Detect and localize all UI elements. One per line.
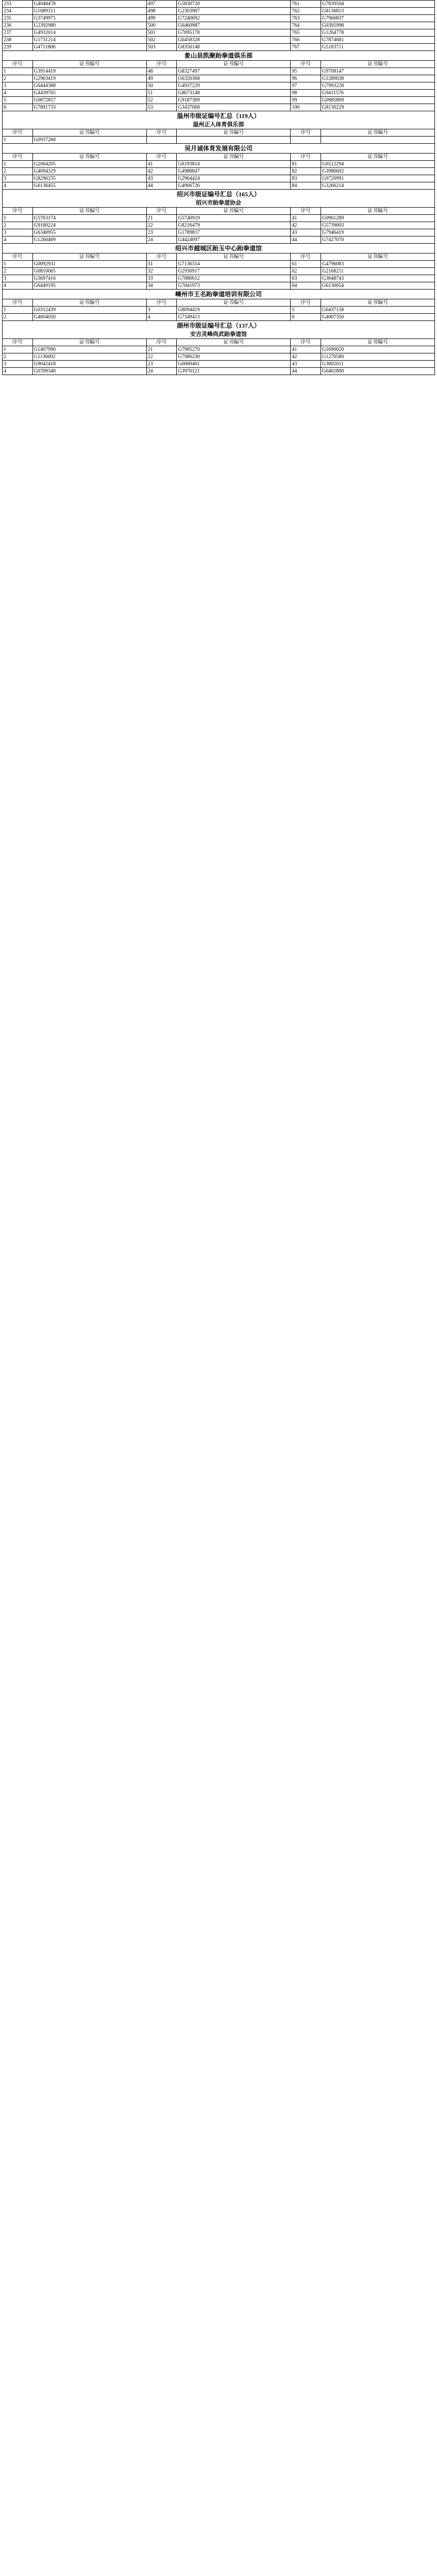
cert-header: 证书编号 — [32, 129, 146, 137]
cert-cell: G3914419 — [32, 68, 146, 75]
cert-cell: G8136813 — [321, 8, 435, 15]
cert-cell: G4604050 — [32, 314, 146, 321]
cert-header: 证书编号 — [321, 208, 435, 215]
seq-cell: 239 — [3, 44, 33, 51]
cert-cell: G4439705 — [32, 90, 146, 97]
table-row — [3, 1, 435, 8]
cert-cell — [321, 137, 435, 144]
cert-cell: G6512294 — [321, 161, 435, 168]
cert-cell: G2064205 — [32, 161, 146, 168]
section-title: 绍兴市级证编号汇总（165人） — [2, 190, 435, 199]
seq-cell: 63 — [291, 275, 321, 282]
cert-cell: G7874681 — [321, 37, 435, 44]
seq-cell: 1 — [3, 346, 33, 353]
cert-cell: G6460987 — [177, 22, 291, 29]
table-row — [3, 182, 435, 190]
cert-cell: G1136002 — [32, 353, 146, 361]
table-row — [3, 307, 435, 314]
seq-cell: 761 — [291, 1, 321, 8]
seq-header: 序号 — [291, 253, 321, 261]
seq-cell: 24 — [146, 236, 177, 244]
cert-cell: G4937229 — [177, 82, 291, 90]
seq-cell: 4 — [3, 90, 33, 97]
cert-cell: G4094329 — [32, 168, 146, 175]
cert-cell — [177, 137, 291, 144]
seq-cell: 22 — [146, 222, 177, 229]
column-header-row — [3, 154, 435, 161]
cert-cell: G6401800 — [321, 368, 435, 375]
seq-cell: 41 — [291, 346, 321, 353]
seq-cell: 33 — [146, 275, 177, 282]
seq-cell: 499 — [146, 15, 177, 22]
cert-cell: G4048478 — [32, 1, 146, 8]
cert-cell: G7946419 — [321, 229, 435, 236]
cert-cell: G4424097 — [177, 236, 291, 244]
cert-cell: G8296235 — [32, 175, 146, 182]
cert-cell: G4966726 — [177, 182, 291, 190]
org-section — [2, 51, 435, 111]
cert-cell: G2392980 — [32, 22, 146, 29]
table-row — [3, 236, 435, 244]
seq-cell: 42 — [291, 353, 321, 361]
cert-cell: G1407990 — [32, 346, 146, 353]
cert-cell: G7905270 — [177, 346, 291, 353]
cert-header: 证书编号 — [32, 299, 146, 307]
seq-cell: 5 — [3, 97, 33, 104]
cert-cell: G3697416 — [32, 275, 146, 282]
cert-cell: G4007350 — [321, 314, 435, 321]
table-row — [3, 44, 435, 51]
cert-cell: G9720991 — [321, 175, 435, 182]
column-header-row — [3, 61, 435, 68]
cert-cell: G3749971 — [32, 15, 146, 22]
seq-cell: 81 — [291, 161, 321, 168]
seq-cell: 2 — [3, 353, 33, 361]
org-section — [2, 290, 435, 321]
cert-header: 证书编号 — [321, 253, 435, 261]
seq-cell: 53 — [146, 104, 177, 111]
cert-cell: G8216479 — [177, 222, 291, 229]
seq-cell: 2 — [3, 75, 33, 82]
table-row — [3, 37, 435, 44]
cert-cell: G2930917 — [177, 268, 291, 275]
seq-header: 序号 — [291, 129, 321, 137]
cert-cell: G1264778 — [321, 29, 435, 37]
cert-cell: G6193814 — [177, 161, 291, 168]
seq-cell: 21 — [146, 215, 177, 222]
seq-cell: 24 — [146, 368, 177, 375]
seq-cell: 48 — [146, 68, 177, 75]
section-title: 嵊州市王名跆拳道培训有限公司 — [2, 290, 435, 299]
cert-cell: G0961289 — [321, 215, 435, 222]
seq-header: 序号 — [3, 154, 33, 161]
section-title: 象山县凯聚跆拳道俱乐部 — [2, 51, 435, 60]
cert-cell: G6340955 — [32, 229, 146, 236]
cert-cell: G2964424 — [177, 175, 291, 182]
seq-cell: 82 — [291, 168, 321, 175]
cert-cell: G6136455 — [32, 182, 146, 190]
cert-header: 证书编号 — [32, 61, 146, 68]
seq-cell: 43 — [291, 229, 321, 236]
seq-cell: 235 — [3, 15, 33, 22]
org-section — [2, 244, 435, 290]
cert-cell: G5830720 — [177, 1, 291, 8]
seq-cell: 1 — [3, 137, 33, 144]
cert-cell: G8673148 — [177, 90, 291, 97]
seq-cell: 99 — [291, 97, 321, 104]
seq-cell: 3 — [3, 275, 33, 282]
seq-header: 序号 — [146, 154, 177, 161]
cert-cell: G7136314 — [177, 261, 291, 268]
cert-cell: G6458328 — [177, 37, 291, 44]
table-row — [3, 314, 435, 321]
table-row — [3, 215, 435, 222]
column-header-row — [3, 129, 435, 137]
table-row — [3, 68, 435, 75]
seq-header: 序号 — [291, 208, 321, 215]
table-row — [3, 353, 435, 361]
cert-cell: G1789817 — [177, 229, 291, 236]
cert-cell: G4796083 — [321, 261, 435, 268]
section-subtitle: 绍兴市跆拳道协会 — [2, 199, 435, 207]
seq-cell: 2 — [3, 268, 33, 275]
seq-cell: 1 — [3, 215, 33, 222]
seq-cell: 51 — [146, 90, 177, 97]
cert-cell: G4932014 — [32, 29, 146, 37]
cert-cell: G7993228 — [321, 82, 435, 90]
seq-cell: 2 — [3, 168, 33, 175]
cert-header: 证书编号 — [177, 253, 291, 261]
cert-cell: G9042418 — [32, 361, 146, 368]
cert-cell: G3970121 — [177, 368, 291, 375]
seq-header: 序号 — [291, 154, 321, 161]
cert-cell: G7891733 — [32, 104, 146, 111]
certificate-table — [2, 153, 435, 190]
table-row — [3, 75, 435, 82]
cert-cell: G7966837 — [321, 15, 435, 22]
column-header-row — [3, 253, 435, 261]
seq-cell: 32 — [146, 268, 177, 275]
seq-header: 序号 — [146, 299, 177, 307]
cert-cell: G6130054 — [321, 282, 435, 290]
cert-cell: G4711806 — [32, 44, 146, 51]
seq-cell: 49 — [146, 75, 177, 82]
seq-cell: 3 — [146, 307, 177, 314]
table-row — [3, 22, 435, 29]
seq-cell: 52 — [146, 97, 177, 104]
seq-cell: 43 — [291, 361, 321, 368]
cert-header: 证书编号 — [177, 299, 291, 307]
seq-header: 序号 — [291, 61, 321, 68]
seq-cell: 34 — [146, 282, 177, 290]
cert-header: 证书编号 — [177, 61, 291, 68]
table-row — [3, 268, 435, 275]
table-row — [3, 90, 435, 97]
seq-header: 序号 — [146, 208, 177, 215]
section-subtitle: 温州正人体育俱乐部 — [2, 121, 435, 129]
cert-header: 证书编号 — [177, 129, 291, 137]
org-section — [2, 144, 435, 190]
seq-cell: 83 — [291, 175, 321, 182]
seq-cell: 22 — [146, 353, 177, 361]
seq-cell: 503 — [146, 44, 177, 51]
cert-cell: G1280038 — [321, 75, 435, 82]
cert-cell: G4988847 — [177, 168, 291, 175]
seq-cell: 42 — [146, 168, 177, 175]
seq-header: 序号 — [146, 129, 177, 137]
seq-cell: 766 — [291, 37, 321, 44]
seq-cell: 95 — [291, 68, 321, 75]
cert-cell: G3648743 — [321, 275, 435, 282]
seq-cell: 233 — [3, 1, 33, 8]
seq-cell: 42 — [291, 222, 321, 229]
seq-header: 序号 — [3, 129, 33, 137]
seq-cell: 4 — [3, 368, 33, 375]
cert-cell: G8094419 — [177, 307, 291, 314]
table-row — [3, 282, 435, 290]
seq-cell: 498 — [146, 8, 177, 15]
certificate-table — [2, 129, 435, 144]
table-row — [3, 82, 435, 90]
seq-header: 序号 — [146, 253, 177, 261]
cert-cell: G1260409 — [32, 236, 146, 244]
cert-cell: G6437158 — [321, 307, 435, 314]
cert-header: 证书编号 — [321, 339, 435, 346]
cert-header: 证书编号 — [321, 61, 435, 68]
cert-cell: G0392998 — [321, 22, 435, 29]
cert-cell: G0985809 — [321, 97, 435, 104]
cert-header: 证书编号 — [32, 253, 146, 261]
table-row — [3, 29, 435, 37]
seq-cell: 41 — [291, 215, 321, 222]
org-section — [2, 190, 435, 244]
seq-cell: 3 — [3, 82, 33, 90]
section-title: 吴月诚体育发展有限公司 — [2, 144, 435, 153]
seq-cell: 23 — [146, 229, 177, 236]
cert-cell: G7349413 — [177, 314, 291, 321]
cert-cell: G3266214 — [321, 182, 435, 190]
cert-cell: G5739003 — [321, 222, 435, 229]
seq-cell: 765 — [291, 29, 321, 37]
cert-cell: G3437068 — [177, 104, 291, 111]
table-row — [3, 97, 435, 104]
seq-header: 序号 — [3, 339, 33, 346]
table-row — [3, 261, 435, 268]
cert-cell: G6449195 — [32, 282, 146, 290]
seq-cell: 23 — [146, 361, 177, 368]
seq-cell: 501 — [146, 29, 177, 37]
cert-cell: G7427070 — [321, 236, 435, 244]
cert-cell: G1270580 — [321, 353, 435, 361]
org-section — [2, 321, 435, 375]
seq-cell: 502 — [146, 37, 177, 44]
cert-header: 证书编号 — [321, 129, 435, 137]
seq-cell: 96 — [291, 75, 321, 82]
seq-cell: 764 — [291, 22, 321, 29]
seq-cell: 62 — [291, 268, 321, 275]
seq-cell: 4 — [3, 182, 33, 190]
cert-cell: G0872857 — [32, 97, 146, 104]
seq-cell: 236 — [3, 22, 33, 29]
cert-cell: G9708147 — [321, 68, 435, 75]
seq-cell: 2 — [3, 314, 33, 321]
seq-cell: 50 — [146, 82, 177, 90]
seq-cell: 6 — [3, 104, 33, 111]
seq-cell: 1 — [3, 68, 33, 75]
cert-cell: G3002011 — [321, 361, 435, 368]
seq-header: 序号 — [3, 61, 33, 68]
seq-cell — [291, 137, 321, 144]
table-row — [3, 229, 435, 236]
table-row — [3, 361, 435, 368]
seq-cell: 41 — [146, 161, 177, 168]
section-subtitle: 安吉灵峰尚武跆拳道馆 — [2, 330, 435, 338]
cert-cell: G0709340 — [32, 368, 146, 375]
table-row — [3, 222, 435, 229]
cert-cell: G5763174 — [32, 215, 146, 222]
seq-cell: 238 — [3, 37, 33, 44]
cert-cell: G8356148 — [177, 44, 291, 51]
cert-cell: G9180224 — [32, 222, 146, 229]
seq-cell: 4 — [146, 314, 177, 321]
cert-cell: G7880612 — [177, 275, 291, 282]
cert-cell: G2963419 — [32, 75, 146, 82]
seq-cell: 98 — [291, 90, 321, 97]
seq-header: 序号 — [291, 339, 321, 346]
org-section — [2, 111, 435, 144]
seq-cell: 497 — [146, 1, 177, 8]
cert-cell: G8130229 — [321, 104, 435, 111]
seq-cell: 2 — [3, 222, 33, 229]
document-page — [2, 0, 435, 375]
cert-cell: G0092931 — [32, 261, 146, 268]
table-row — [3, 346, 435, 353]
seq-cell: 31 — [146, 261, 177, 268]
cert-cell: G7095178 — [177, 29, 291, 37]
seq-cell: 64 — [291, 282, 321, 290]
certificate-table — [2, 207, 435, 244]
seq-cell: 44 — [291, 368, 321, 375]
certificate-table — [2, 299, 435, 321]
seq-cell: 4 — [3, 236, 33, 244]
column-header-row — [3, 208, 435, 215]
seq-cell: 1 — [3, 161, 33, 168]
cert-cell: G5740919 — [177, 215, 291, 222]
cert-cell: G0937260 — [32, 137, 146, 144]
seq-cell: 44 — [146, 182, 177, 190]
section-title: 温州市级证编号汇总（119人） — [2, 111, 435, 121]
table-row — [3, 368, 435, 375]
seq-cell: 44 — [291, 236, 321, 244]
cert-header: 证书编号 — [177, 339, 291, 346]
cert-cell: G0312439 — [32, 307, 146, 314]
cert-cell: G7041973 — [177, 282, 291, 290]
seq-header: 序号 — [3, 299, 33, 307]
table-row — [3, 8, 435, 15]
seq-cell: 1 — [3, 307, 33, 314]
cert-cell: G6000401 — [177, 361, 291, 368]
table-row — [3, 161, 435, 168]
seq-cell: 61 — [291, 261, 321, 268]
seq-cell: 762 — [291, 8, 321, 15]
seq-cell — [146, 137, 177, 144]
seq-cell: 21 — [146, 346, 177, 353]
cert-cell: G5183711 — [321, 44, 435, 51]
seq-cell: 3 — [3, 229, 33, 236]
seq-cell: 234 — [3, 8, 33, 15]
seq-cell: 763 — [291, 15, 321, 22]
table-row — [3, 15, 435, 22]
section-title: 绍兴市越城区跆玉中心跆拳道馆 — [2, 244, 435, 253]
seq-cell: 3 — [3, 361, 33, 368]
cert-header: 证书编号 — [321, 299, 435, 307]
cert-header: 证书编号 — [177, 208, 291, 215]
section-title: 湖州市级证编号汇总（137人） — [2, 321, 435, 330]
seq-cell: 1 — [3, 261, 33, 268]
seq-cell: 237 — [3, 29, 33, 37]
cert-cell: G9187309 — [177, 97, 291, 104]
cert-cell: G6444388 — [32, 82, 146, 90]
cert-cell: G3986602 — [321, 168, 435, 175]
cert-cell: G7240692 — [177, 15, 291, 22]
seq-header: 序号 — [146, 339, 177, 346]
seq-cell: 97 — [291, 82, 321, 90]
seq-cell: 4 — [3, 282, 33, 290]
seq-cell: 5 — [291, 307, 321, 314]
cert-cell: G0810065 — [32, 268, 146, 275]
seq-header: 序号 — [3, 208, 33, 215]
cert-header: 证书编号 — [32, 208, 146, 215]
cert-cell: G9411576 — [321, 90, 435, 97]
continuation-table — [2, 0, 435, 51]
certificate-table — [2, 253, 435, 290]
seq-header: 序号 — [291, 299, 321, 307]
table-row — [3, 175, 435, 182]
cert-cell: G1731214 — [32, 37, 146, 44]
seq-header: 序号 — [3, 253, 33, 261]
cert-header: 证书编号 — [32, 339, 146, 346]
column-header-row — [3, 299, 435, 307]
cert-cell: G2303967 — [177, 8, 291, 15]
cert-header: 证书编号 — [32, 154, 146, 161]
seq-cell: 3 — [3, 175, 33, 182]
table-row — [3, 104, 435, 111]
table-row — [3, 168, 435, 175]
cert-header: 证书编号 — [321, 154, 435, 161]
seq-cell: 43 — [146, 175, 177, 182]
certificate-table — [2, 60, 435, 111]
column-header-row — [3, 339, 435, 346]
cert-cell: G6326368 — [177, 75, 291, 82]
seq-cell: 6 — [291, 314, 321, 321]
cert-cell: G7839504 — [321, 1, 435, 8]
cert-cell: G8327497 — [177, 68, 291, 75]
seq-cell: 767 — [291, 44, 321, 51]
cert-cell: G7986230 — [177, 353, 291, 361]
cert-cell: G2168211 — [321, 268, 435, 275]
cert-cell: G1689311 — [32, 8, 146, 15]
seq-header: 序号 — [146, 61, 177, 68]
seq-cell: 84 — [291, 182, 321, 190]
table-row — [3, 275, 435, 282]
cert-header: 证书编号 — [177, 154, 291, 161]
cert-cell: G1690020 — [321, 346, 435, 353]
seq-cell: 100 — [291, 104, 321, 111]
seq-cell: 500 — [146, 22, 177, 29]
table-row — [3, 137, 435, 144]
certificate-table — [2, 338, 435, 375]
